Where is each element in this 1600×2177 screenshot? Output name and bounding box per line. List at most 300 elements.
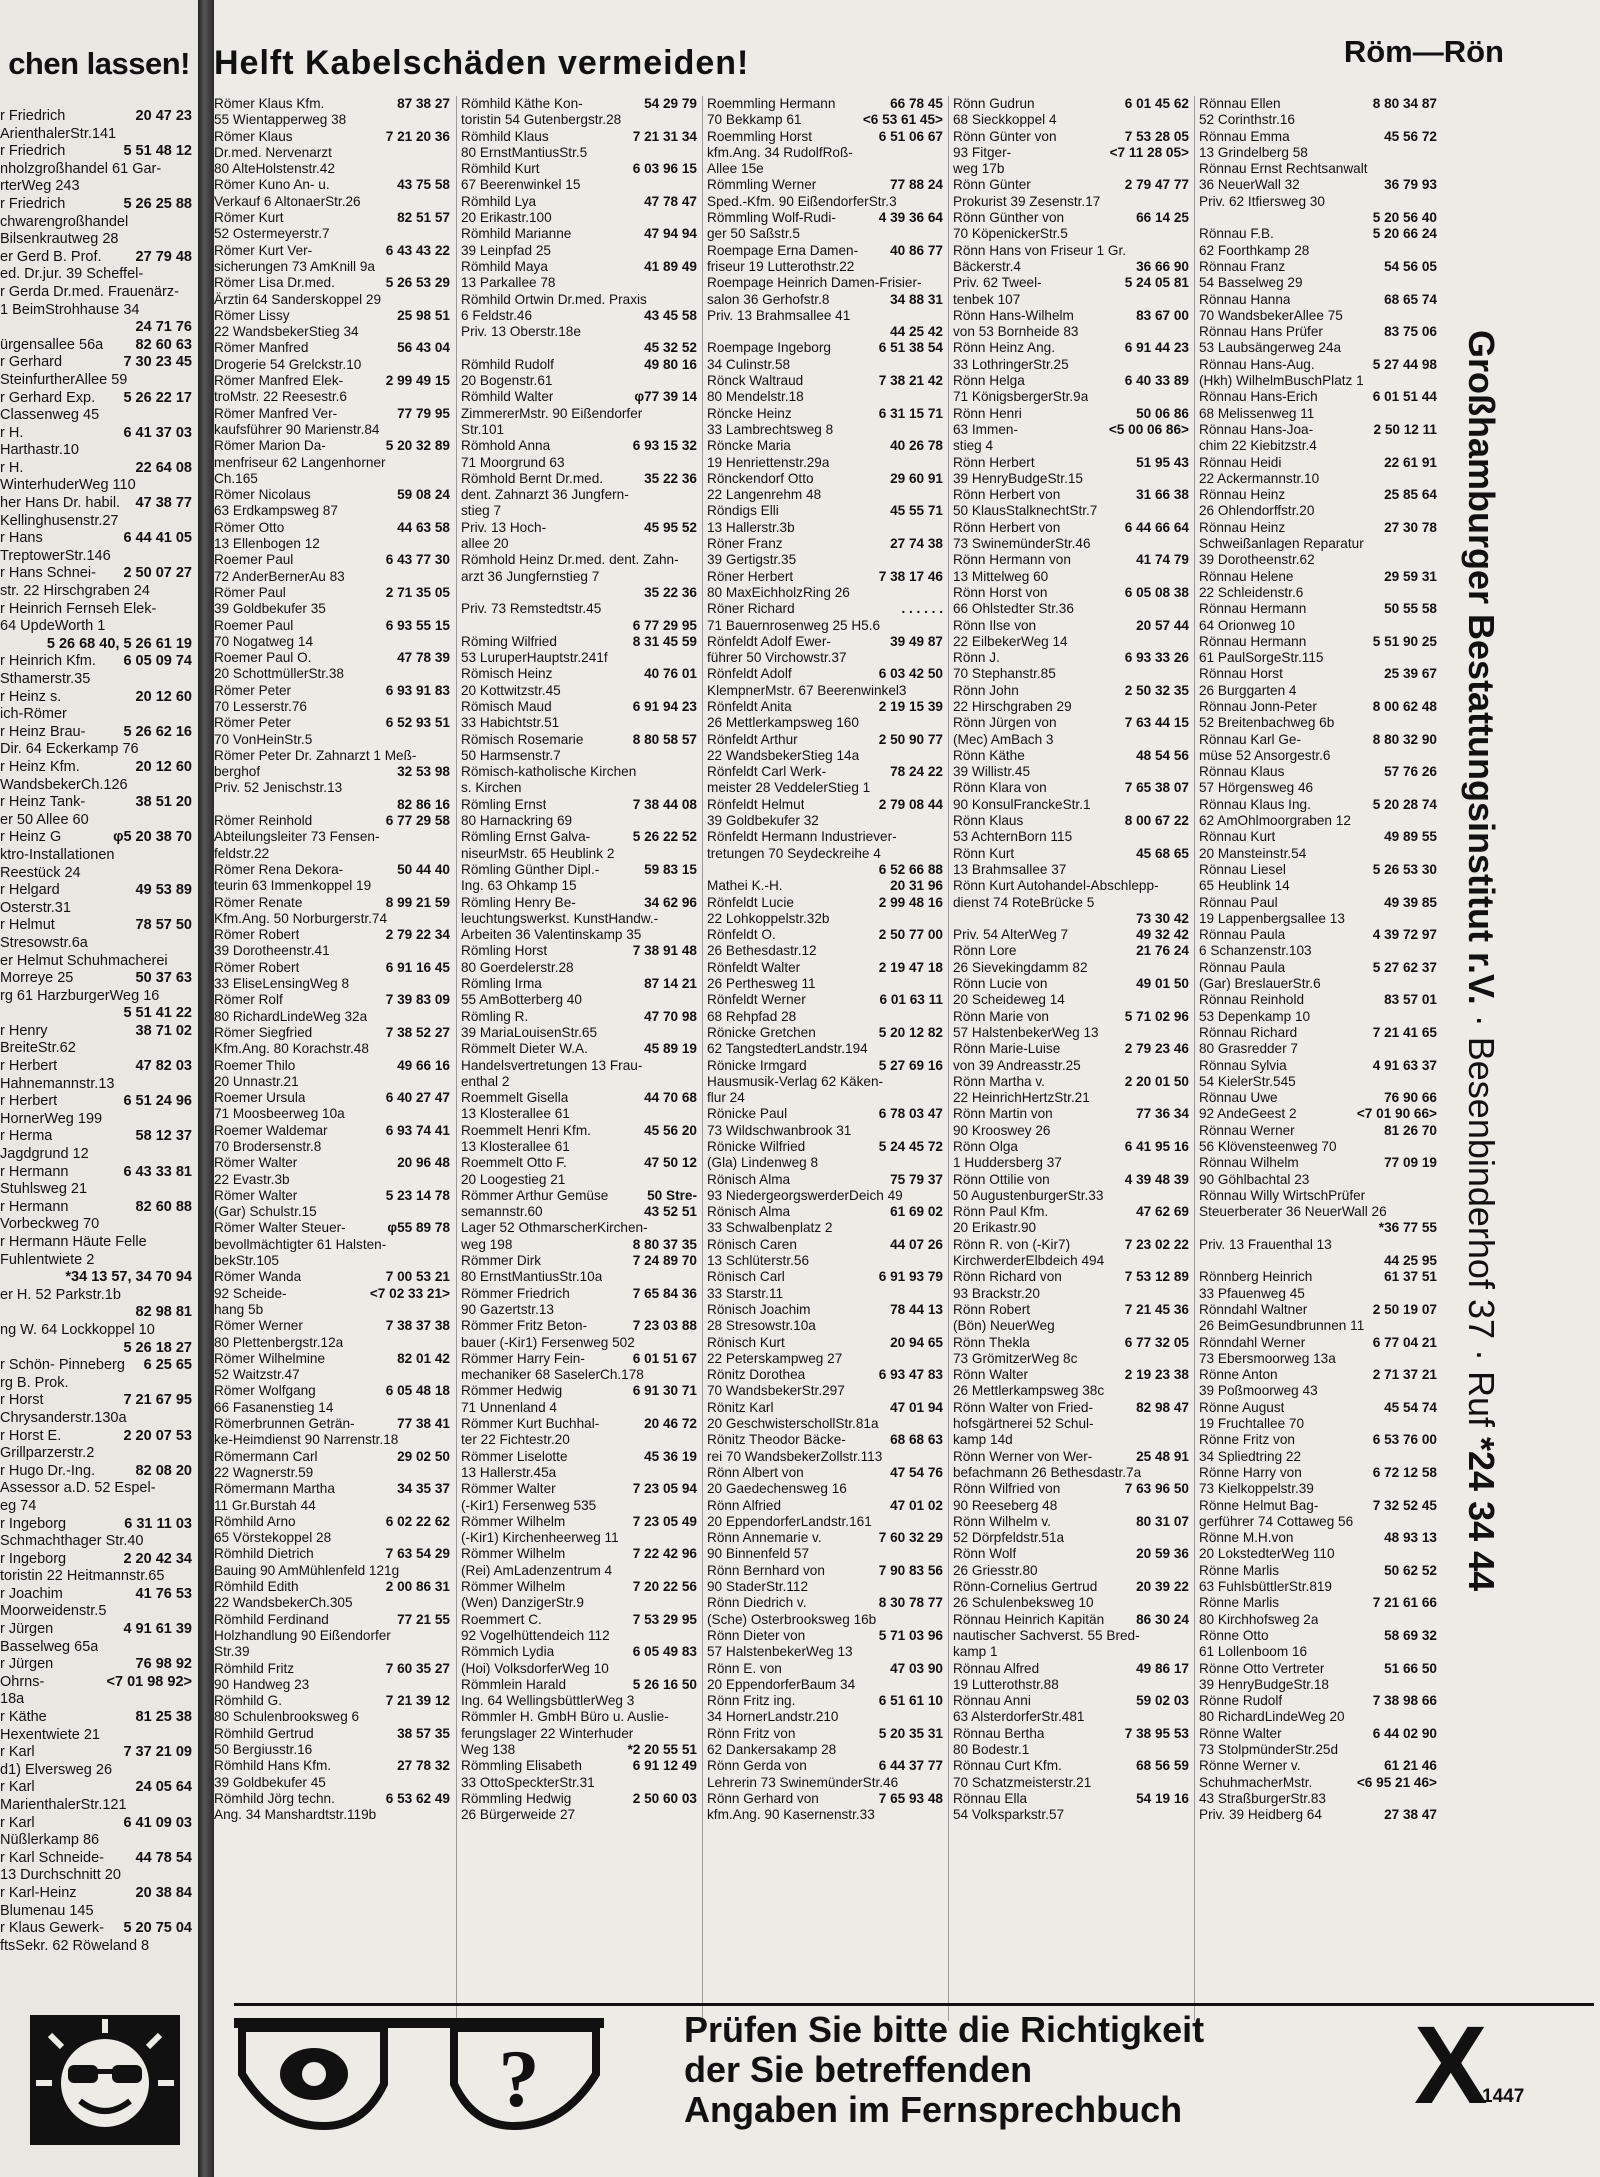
entry-phone-number (447, 829, 450, 845)
entry-phone-number: 7 20 22 56 (632, 1579, 697, 1595)
entry-text: Rönn Olga (953, 1139, 1018, 1154)
listing-entry (214, 1758, 450, 1774)
entry-text: 22 HeinrichHertzStr.21 (953, 1090, 1090, 1106)
listing-entry (707, 1612, 943, 1628)
listing-entry (707, 455, 943, 471)
entry-phone-number (1434, 1449, 1437, 1465)
entry-text: 90 Gazertstr.13 (461, 1301, 554, 1317)
entry-phone-number (694, 683, 697, 699)
listing-entry (1199, 210, 1437, 226)
listing-entry (0, 1674, 192, 1692)
entry-text: 39 Willistr.45 (953, 764, 1031, 780)
entry-phone-number: 5 71 02 96 (1124, 1008, 1189, 1024)
listing-entry (214, 1628, 450, 1644)
listing-entry (953, 259, 1189, 275)
entry-phone-number: 5 51 48 12 (123, 143, 192, 160)
listing-entry (461, 1514, 697, 1530)
entry-phone-number (1186, 1155, 1189, 1171)
entry-text: Römer Walter Steuer- (214, 1220, 346, 1236)
entry-phone-number: 41 89 49 (644, 258, 697, 274)
entry-phone-number (1434, 275, 1437, 291)
entry-text: ed. Dr.jur. 39 Scheffel- (0, 266, 144, 283)
entry-phone-number: 5 26 53 30 (1372, 861, 1437, 877)
entry-phone-number (694, 324, 697, 340)
listing-entry (0, 319, 192, 337)
entry-text: Rönicke Wilfried (707, 1139, 806, 1154)
listing-entry (953, 1758, 1189, 1774)
listing-entry (461, 1465, 697, 1481)
entry-phone-number (1186, 1498, 1189, 1514)
entry-phone-number (188, 1111, 192, 1129)
entry-phone-number (694, 422, 697, 438)
entry-text: 39 HenryBudgeStr.18 (1199, 1676, 1329, 1692)
entry-text: Römhold Anna (461, 438, 551, 454)
entry-text: Rönn Hermann von (953, 552, 1071, 568)
entry-text: Rönne Otto (1199, 1627, 1269, 1643)
entry-phone-number (188, 1568, 192, 1586)
listing-entry (461, 715, 697, 731)
entry-phone-number (1186, 666, 1189, 682)
listing-entry (953, 1742, 1189, 1758)
entry-text: 22 Hirschgraben 29 (953, 698, 1072, 714)
entry-phone-number (694, 748, 697, 764)
listing-entry (0, 196, 192, 214)
check-entries-ad (234, 2003, 1594, 2141)
entry-phone-number (940, 1009, 943, 1025)
entry-phone-number (694, 846, 697, 862)
listing-entry (953, 1514, 1189, 1530)
entry-text: Rönn Herbert (953, 454, 1035, 470)
listing-entry (461, 1155, 697, 1171)
entry-text: r Helmut (0, 917, 55, 934)
entry-text: 39 Gertigstr.35 (707, 552, 797, 568)
listing-entry (953, 1416, 1189, 1432)
page-title: Helft Kabelschäden vermeiden! (214, 44, 750, 82)
entry-phone-number (1434, 1286, 1437, 1302)
entry-phone-number: *34 13 57, 34 70 94 (65, 1269, 192, 1286)
listing-entry (707, 895, 943, 911)
listing-entry (461, 1106, 697, 1122)
listing-entry (461, 960, 697, 976)
listing-entry (707, 764, 943, 780)
listing-entry (707, 177, 943, 193)
listing-entry (953, 1481, 1189, 1497)
entry-phone-number: 78 24 22 (890, 764, 943, 780)
listing-entry (953, 177, 1189, 193)
listing-entry (214, 846, 450, 862)
listing-entry (0, 759, 192, 777)
entry-text: r H. (0, 459, 24, 476)
entry-text: ger 50 Saßstr.5 (707, 226, 800, 242)
entry-phone-number (940, 1123, 943, 1139)
entry-phone-number (447, 226, 450, 242)
listing-entry (214, 1237, 450, 1253)
entry-phone-number: 6 93 33 26 (1124, 650, 1189, 666)
entry-text: 34 Culinstr.58 (707, 356, 791, 372)
entry-phone-number (1186, 878, 1189, 894)
entry-phone-number (447, 634, 450, 650)
entry-text: 93 Brackstr.20 (953, 1285, 1040, 1301)
entry-text: Römling Günther Dipl.- (461, 861, 600, 877)
listing-entry (0, 1216, 192, 1234)
entry-text: rg 61 HarzburgerWeg 16 (0, 987, 160, 1004)
entry-text: Römer Wilhelmine (214, 1350, 326, 1366)
entry-phone-number: 45 55 71 (890, 503, 943, 519)
entry-text: 70 VonHeinStr.5 (214, 731, 313, 747)
entry-text: Dr.med. Nervenarzt (214, 144, 332, 160)
entry-text: Römer Werner (214, 1318, 303, 1334)
entry-text: Reestück 24 (0, 864, 81, 881)
listing-entry (0, 1709, 192, 1727)
listing-entry (214, 1400, 450, 1416)
entry-phone-number: 44 70 68 (644, 1090, 697, 1106)
entry-text: Ohrns- (0, 1673, 45, 1690)
entry-text: 22 Wagnerstr.59 (214, 1464, 314, 1480)
entry-text: 73 Ebersmoorweg 13a (1199, 1350, 1336, 1366)
entry-text: Römer Kurt Ver- (214, 242, 313, 258)
entry-phone-number (188, 741, 192, 759)
entry-phone-number (940, 829, 943, 845)
entry-text: Rönfeldt Werner (707, 992, 806, 1008)
listing-entry (461, 503, 697, 519)
entry-text: 19 Henriettenstr.29a (707, 454, 830, 470)
listing-entry (214, 1775, 450, 1791)
entry-phone-number: 5 20 12 82 (878, 1024, 943, 1040)
entry-text: Rönn Ilse von (953, 617, 1037, 633)
entry-phone-number (940, 1351, 943, 1367)
listing-entry (461, 1335, 697, 1351)
entry-phone-number: 27 30 78 (1384, 519, 1437, 535)
entry-text: 93 NiedergeorgswerderDeich 49 (707, 1187, 903, 1203)
listing-entry (0, 513, 192, 531)
listing-entry (461, 487, 697, 503)
entry-phone-number: 6 91 94 23 (632, 698, 697, 714)
listing-entry (214, 715, 450, 731)
listing-entry (953, 552, 1189, 568)
listing-entry (214, 1286, 450, 1302)
listing-entry (707, 1286, 943, 1302)
entry-phone-number (1186, 226, 1189, 242)
listing-entry (0, 900, 192, 918)
listing-entry (0, 1304, 192, 1322)
entry-text: 80 RichardLindeWeg 20 (1199, 1709, 1345, 1725)
entry-text: Rönn Bernhard von (707, 1562, 825, 1578)
listing-entry (461, 846, 697, 862)
listing-entry (214, 960, 450, 976)
entry-phone-number: 51 95 43 (1136, 454, 1189, 470)
entry-text: Römisch Heinz (461, 666, 553, 682)
listing-entry (461, 732, 697, 748)
listing-entry (1199, 161, 1437, 177)
entry-text: Römhild Ferdinand (214, 1611, 329, 1627)
entry-phone-number: 6 91 12 49 (632, 1758, 697, 1774)
left-page-listing (0, 108, 192, 1955)
listing-entry (214, 177, 450, 193)
listing-entry (214, 569, 450, 585)
listing-entry (953, 1335, 1189, 1351)
listing-entry (1199, 829, 1437, 845)
entry-phone-number (447, 943, 450, 959)
listing-entry (461, 1628, 697, 1644)
listing-entry (707, 471, 943, 487)
entry-text: 20 Mansteinstr.54 (1199, 845, 1307, 861)
entry-text: Römhild Walter (461, 389, 554, 405)
entry-text: er H. 52 Parkstr.1b (0, 1286, 121, 1303)
entry-phone-number: 2 19 15 39 (878, 698, 943, 714)
listing-entry (461, 1123, 697, 1139)
entry-text: Römhold Heinz Dr.med. dent. Zahn- (461, 552, 679, 568)
entry-phone-number (1186, 1188, 1189, 1204)
entry-phone-number (188, 1445, 192, 1463)
listing-entry (1199, 878, 1437, 894)
entry-text: Römer Paul (214, 584, 286, 600)
entry-phone-number (1434, 748, 1437, 764)
listing-entry (1199, 699, 1437, 715)
entry-phone-number (1186, 194, 1189, 210)
entry-text: Römhild Edith (214, 1579, 299, 1595)
entry-phone-number (447, 1677, 450, 1693)
entry-text: 20 EppendorferBaum 34 (707, 1676, 856, 1692)
ad-line-3: Angaben im Fernsprechbuch (684, 2089, 1183, 2130)
entry-phone-number: 5 23 14 78 (385, 1187, 450, 1203)
entry-text: 20 Bogenstr.61 (461, 373, 553, 389)
entry-phone-number: 7 21 45 36 (1124, 1301, 1189, 1317)
listing-entry (1199, 324, 1437, 340)
entry-text: 52 Dörpfeldstr.51a (953, 1530, 1065, 1546)
listing-entry (0, 724, 192, 742)
listing-entry (707, 1726, 943, 1742)
entry-text: Rönfeldt Anita (707, 698, 792, 714)
entry-phone-number: 81 26 70 (1384, 1122, 1437, 1138)
entry-text: r Heinrich Fernseh Elek- (0, 600, 157, 617)
entry-phone-number (940, 145, 943, 161)
entry-text: 39 Goldbekufer 32 (707, 813, 819, 829)
entry-phone-number: 20 12 60 (135, 688, 192, 705)
entry-text: (-Kir1) Fersenweg 535 (461, 1497, 597, 1513)
entry-text: 53 Depenkamp 10 (1199, 1008, 1311, 1024)
entry-phone-number: 44 25 95 (1384, 1253, 1437, 1269)
entry-phone-number (940, 520, 943, 536)
listing-entry (707, 1775, 943, 1791)
entry-phone-number: 38 71 02 (135, 1022, 192, 1039)
entry-text: 80 ErnstMantiusStr.10a (461, 1269, 603, 1285)
listing-entry (0, 425, 192, 443)
listing-entry (707, 1025, 943, 1041)
listing-entry (0, 1128, 192, 1146)
listing-entry (707, 1253, 943, 1269)
entry-text: sicherungen 73 AmKnill 9a (214, 258, 375, 274)
listing-entry (0, 495, 192, 513)
listing-entry (1199, 1253, 1437, 1269)
entry-text: Rönck Waltraud (707, 373, 804, 389)
listing-entry (1199, 226, 1437, 242)
listing-entry (953, 1432, 1189, 1448)
entry-text: ke-Heimdienst 90 Narrenstr.18 (214, 1432, 399, 1448)
entry-text: r Heinz Kfm. (0, 758, 80, 775)
entry-text: Rönnberg Heinrich (1199, 1269, 1313, 1285)
entry-text: dienst 74 RoteBrücke 5 (953, 894, 1095, 910)
listing-entry (214, 389, 450, 405)
listing-entry (1199, 129, 1437, 145)
entry-text: 61 Lollenboom 16 (1199, 1644, 1308, 1660)
entry-text: Rönn Ottilie von (953, 1171, 1050, 1187)
listing-entry (461, 943, 697, 959)
listing-entry (1199, 1351, 1437, 1367)
entry-text: 20 Gaedechensweg 16 (707, 1481, 847, 1497)
listing-entry (214, 1563, 450, 1579)
entry-phone-number (694, 764, 697, 780)
entry-text: 90 Handweg 23 (214, 1676, 310, 1692)
entry-phone-number: 6 93 15 32 (632, 438, 697, 454)
listing-entry (707, 112, 943, 128)
listing-entry (707, 340, 943, 356)
check-entries-ad-text (684, 2010, 1204, 2130)
entry-text: kaufsführer 90 Marienstr.84 (214, 421, 380, 437)
entry-text: Rönnau Franz (1199, 258, 1286, 274)
entry-text: Harthastr.10 (0, 442, 79, 459)
entry-phone-number (188, 618, 192, 636)
listing-entry (461, 389, 697, 405)
entry-phone-number (694, 1172, 697, 1188)
listing-entry (953, 764, 1189, 780)
listing-entry (1199, 1612, 1437, 1628)
entry-text: 90 StaderStr.112 (707, 1579, 809, 1595)
entry-text: r Helgard (0, 882, 60, 899)
entry-text: 57 Hörgensweg 46 (1199, 780, 1314, 796)
entry-phone-number (1434, 943, 1437, 959)
listing-entry (953, 1726, 1189, 1742)
entry-text: weg 17b (953, 161, 1005, 177)
funeral-institute-ad-text (1460, 330, 1502, 1591)
listing-entry (1199, 1709, 1437, 1725)
listing-entry (707, 1449, 943, 1465)
entry-text: 22 WandsbekerStieg 34 (214, 324, 359, 340)
listing-entry (0, 777, 192, 795)
entry-text: Rönn-Cornelius Gertrud (953, 1579, 1098, 1595)
entry-text: Rönicke Gretchen (707, 1024, 816, 1040)
entry-text: 63 Immen- (953, 421, 1018, 437)
entry-phone-number: 7 38 98 66 (1372, 1693, 1437, 1709)
listing-entry (953, 357, 1189, 373)
listing-entry (461, 1709, 697, 1725)
entry-text: Römmer Dirk (461, 1253, 542, 1269)
entry-text: Handelsvertretungen 13 Frau- (461, 1057, 643, 1073)
listing-entry (214, 1416, 450, 1432)
entry-phone-number (447, 666, 450, 682)
listing-entry (214, 96, 450, 112)
entry-text: 70 WandsbekerAllee 75 (1199, 307, 1343, 323)
listing-entry (707, 161, 943, 177)
entry-text: 26 Bethesdastr.12 (707, 943, 817, 959)
entry-phone-number: 54 19 16 (1136, 1790, 1189, 1806)
entry-text: Römmler H. GmbH Büro u. Auslie- (461, 1709, 669, 1725)
entry-text: 50 AugustenburgerStr.33 (953, 1187, 1104, 1203)
listing-entry (0, 108, 192, 126)
entry-phone-number: 41 76 53 (135, 1585, 192, 1602)
entry-phone-number (940, 1546, 943, 1562)
entry-phone-number (694, 1628, 697, 1644)
entry-phone-number (940, 1677, 943, 1693)
entry-phone-number (694, 243, 697, 259)
entry-phone-number: 45 32 52 (644, 340, 697, 356)
listing-entry (0, 1850, 192, 1868)
listing-entry (0, 1815, 192, 1833)
listing-entry (707, 1498, 943, 1514)
listing-entry (0, 794, 192, 812)
entry-phone-number (1434, 1237, 1437, 1253)
listing-entry (707, 389, 943, 405)
entry-phone-number: 7 63 96 50 (1124, 1481, 1189, 1497)
listing-entry (461, 1432, 697, 1448)
listing-entry (0, 1797, 192, 1815)
entry-text: 73 Kielkoppelstr.39 (1199, 1481, 1314, 1497)
entry-text: Rönnau Hermann (1199, 601, 1307, 617)
entry-phone-number: 45 68 65 (1136, 845, 1189, 861)
entry-text: 20 Erikastr.90 (953, 1220, 1037, 1236)
listing-entry (461, 210, 697, 226)
listing-entry (707, 1579, 943, 1595)
entry-phone-number: 6 03 42 50 (878, 666, 943, 682)
entry-phone-number: 59 02 03 (1136, 1693, 1189, 1709)
listing-entry (461, 1595, 697, 1611)
entry-text: 62 Foorthkamp 28 (1199, 242, 1310, 258)
listing-entry (707, 1220, 943, 1236)
entry-text: Schweißanlagen Reparatur (1199, 536, 1364, 552)
entry-text: 26 Mettlerkampsweg 160 (707, 715, 859, 731)
entry-text: Rönn Günther von (953, 210, 1065, 226)
entry-text: Roemer Paul (214, 617, 294, 633)
entry-phone-number: 47 38 77 (135, 495, 192, 512)
entry-phone-number: 50 Stre- (647, 1187, 697, 1203)
entry-text: 39 Dorotheenstr.62 (1199, 552, 1315, 568)
entry-text: Rönn Heinz Ang. (953, 340, 1056, 356)
entry-phone-number: 77 36 34 (1136, 1106, 1189, 1122)
entry-text: tretungen 70 Seydeckreihe 4 (707, 845, 881, 861)
listing-entry (461, 1383, 697, 1399)
listing-entry (0, 1727, 192, 1745)
entry-text: feldstr.22 (214, 845, 270, 861)
entry-phone-number (188, 1234, 192, 1252)
entry-text: Rönn Helga (953, 373, 1025, 389)
entry-text: 22 Lohkoppelstr.32b (707, 910, 830, 926)
listing-entry (1199, 471, 1437, 487)
entry-phone-number (940, 389, 943, 405)
entry-text: kamp 14d (953, 1432, 1013, 1448)
entry-phone-number (940, 1074, 943, 1090)
entry-phone-number (694, 1807, 697, 1823)
listing-entry (461, 1481, 697, 1497)
listing-entry (0, 477, 192, 495)
listing-entry (0, 1903, 192, 1921)
listing-entry (953, 1677, 1189, 1693)
entry-phone-number (940, 1612, 943, 1628)
entry-phone-number: 44 78 54 (135, 1849, 192, 1866)
entry-text: bevollmächtigter 61 Halsten- (214, 1236, 387, 1252)
listing-entry (953, 1661, 1189, 1677)
entry-phone-number (940, 1742, 943, 1758)
listing-entry (707, 992, 943, 1008)
entry-phone-number: 36 66 90 (1136, 258, 1189, 274)
listing-entry (953, 1465, 1189, 1481)
listing-entry (461, 1416, 697, 1432)
entry-text: Roemmelt Henri Kfm. (461, 1122, 591, 1138)
listing-entry (953, 1546, 1189, 1562)
listing-entry (214, 895, 450, 911)
entry-text: Roemmelt Otto F. (461, 1155, 567, 1171)
entry-text: rterWeg 243 (0, 178, 80, 195)
entry-phone-number: 6 91 44 23 (1124, 340, 1189, 356)
entry-phone-number (1434, 340, 1437, 356)
